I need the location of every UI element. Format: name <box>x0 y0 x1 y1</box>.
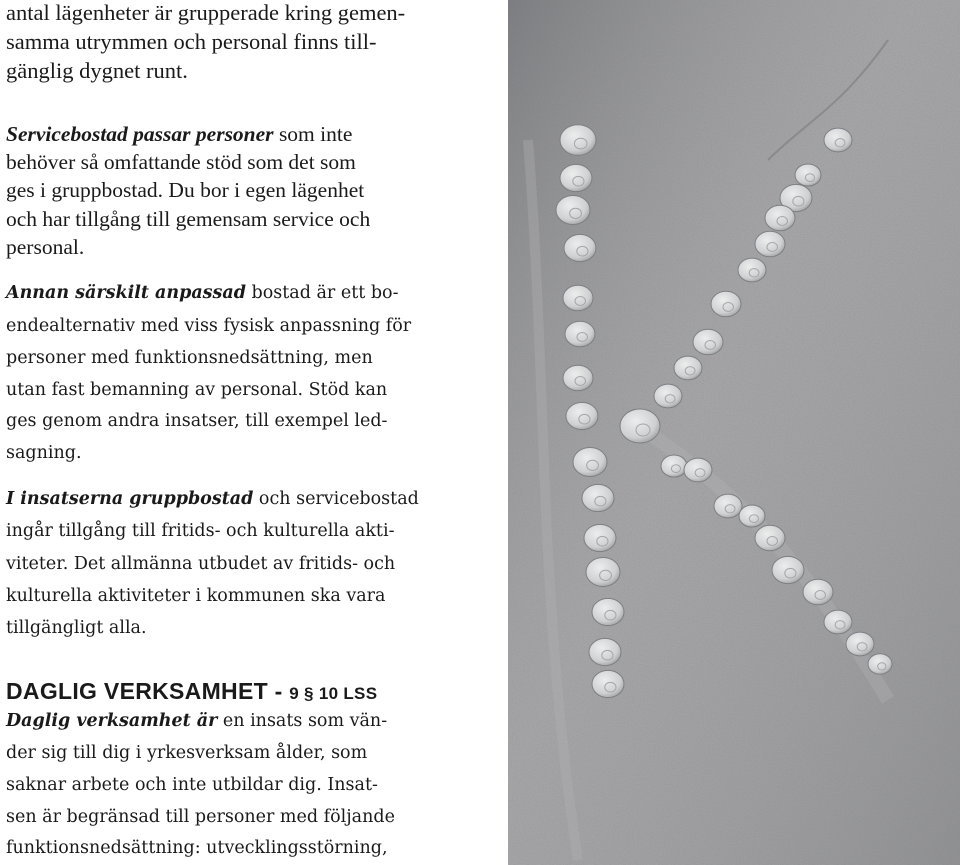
shell <box>654 384 682 408</box>
shell <box>755 525 785 551</box>
text-line: sen är begränsad till personer med följande <box>6 807 395 827</box>
shell <box>586 558 620 587</box>
text-line: saknar arbete och inte utbildar dig. Insat- <box>6 775 378 795</box>
text-line: tillgängligt alla. <box>6 618 147 638</box>
text-line: funktionsnedsättning: utvecklingsstörning, <box>6 838 388 858</box>
text-run: och servicebostad <box>253 489 419 509</box>
shell <box>592 670 624 697</box>
shell <box>584 524 616 551</box>
shell <box>772 556 804 583</box>
text-line: utan fast bemanning av personal. Stöd kan <box>6 380 388 400</box>
shell <box>739 505 765 527</box>
shell <box>765 205 795 231</box>
shell <box>560 125 596 156</box>
text-run: bostad är ett bo- <box>245 283 399 303</box>
heading-law-reference: 9 § 10 LSS <box>289 684 378 703</box>
text-line: der sig till dig i yrkesverksam ålder, som <box>6 743 368 763</box>
text-line: ges genom andra insatser, till exempel led- <box>6 411 388 431</box>
shell <box>755 231 785 257</box>
shell <box>592 598 624 625</box>
paragraph-lead: Servicebostad passar personer <box>6 122 274 146</box>
shell <box>803 579 833 605</box>
shell <box>684 458 712 482</box>
text-line <box>6 707 446 735</box>
shell <box>738 258 766 282</box>
text-line: samma utrymmen och personal finns till- <box>6 29 377 54</box>
shell <box>589 638 621 665</box>
section-heading <box>6 676 377 709</box>
shell <box>573 448 607 477</box>
shell <box>868 654 892 674</box>
text-line: kulturella aktiviteter i kommunen ska vara <box>6 586 386 606</box>
shell <box>824 610 852 634</box>
shell <box>693 329 723 355</box>
text-line: viteter. Det allmänna utbudet av fritids- och <box>6 554 396 574</box>
shell <box>824 128 852 152</box>
text-run: som inte <box>273 122 353 146</box>
shell <box>564 234 596 261</box>
text-line: och har tillgång till gemensam service och <box>6 207 371 231</box>
text-line <box>6 279 446 307</box>
shell <box>582 484 614 511</box>
text-line: gänglig dygnet runt. <box>6 58 188 83</box>
shell <box>711 291 741 317</box>
text-line: endealternativ med viss fysisk anpassning för <box>6 316 412 336</box>
text-line: antal lägenheter är grupperade kring gemen- <box>6 0 406 25</box>
shell <box>556 196 590 225</box>
shell <box>560 164 592 191</box>
shell <box>563 285 593 311</box>
shell <box>795 164 821 186</box>
text-line <box>6 485 446 513</box>
shell <box>620 409 660 443</box>
paragraph-lead: Daglig verksamhet är <box>6 711 218 731</box>
text-run: en insats som vän- <box>217 711 388 731</box>
shell <box>674 356 702 380</box>
shell <box>563 365 593 391</box>
shells-letter-k-photo <box>508 0 960 865</box>
text-line: sagning. <box>6 443 82 463</box>
text-line: personer med funktionsnedsättning, men <box>6 348 373 368</box>
paragraph-lead: Annan särskilt anpassad <box>6 283 246 303</box>
text-line: ges i gruppbostad. Du bor i egen lägenhet <box>6 178 365 202</box>
text-line: ingår tillgång till fritids- och kulturella akti- <box>6 521 395 541</box>
shell <box>846 632 874 656</box>
shell <box>566 402 598 429</box>
shell <box>661 455 687 477</box>
heading-title: DAGLIG VERKSAMHET - <box>6 678 290 704</box>
paragraph-lead: I insatserna gruppbostad <box>6 489 254 509</box>
shell <box>565 321 595 347</box>
shell <box>714 494 742 518</box>
text-line: behöver så omfattande stöd som det som <box>6 150 356 174</box>
text-line: personal. <box>6 235 85 259</box>
text-line <box>6 120 446 148</box>
